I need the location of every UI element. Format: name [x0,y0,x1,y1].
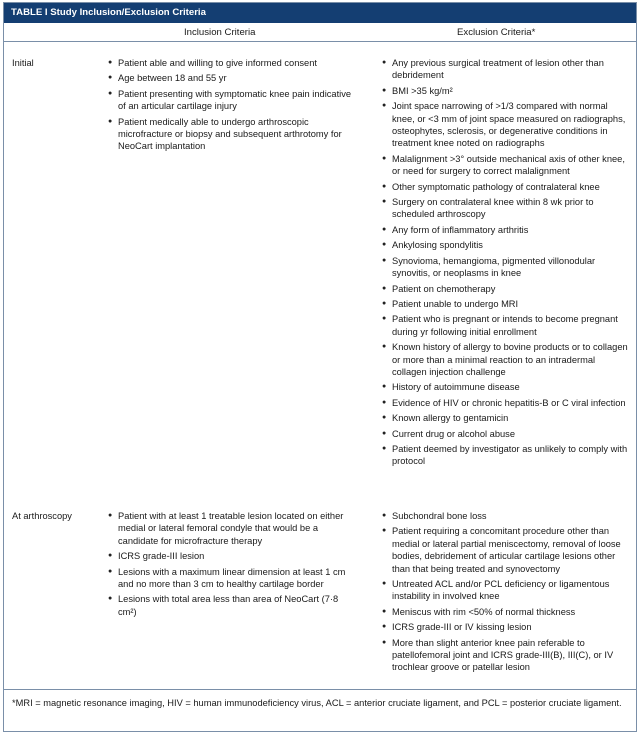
list-item: ● Known history of allergy to bovine products or to collagen or more than a minimal reaction to an intradermal collagen injection challenge [382,341,630,378]
list-item: ● Patient on chemotherapy [382,283,630,295]
list-item: ● More than slight anterior knee pain referable to patellofemoral joint and ICRS grade-III(B), III(C), or IV trochlear groove or patellar lesion [382,637,630,674]
criteria-table [3,2,637,732]
list-item: ● ICRS grade-III lesion [108,550,358,562]
list-item: ● Other symptomatic pathology of contralateral knee [382,181,630,193]
inclusion-header: Inclusion Criteria [184,27,256,38]
list-item: ● Lesions with a maximum linear dimension at least 1 cm and no more than 3 cm to healthy cartilage border [108,566,358,591]
list-item: ● Untreated ACL and/or PCL deficiency or ligamentous instability in involved knee [382,578,630,603]
footnote: *MRI = magnetic resonance imaging, HIV = human immunodeficiency virus, ACL = anterior cruciate ligament, and PCL = posterior cruciate ligament. [12,698,622,708]
list-item: ● Lesions with total area less than area of NeoCart (7·8 cm²) [108,593,358,618]
list-item: ● Surgery on contralateral knee within 8 wk prior to scheduled arthroscopy [382,196,630,221]
list-item: ● Any previous surgical treatment of lesion other than debridement [382,57,630,82]
section-label: Initial [12,58,34,68]
list-item: ● Subchondral bone loss [382,510,630,522]
list-item: ● BMI >35 kg/m² [382,85,630,97]
list-item: ● Age between 18 and 55 yr [108,72,358,84]
exclusion-list [382,57,630,468]
list-item: ● Patient unable to undergo MRI [382,298,630,310]
list-item: ● Synovioma, hemangioma, pigmented villonodular synovitis, or neoplasms in knee [382,255,630,280]
list-item: ● History of autoimmune disease [382,381,630,393]
list-item: ● Meniscus with rim <50% of normal thickness [382,606,630,618]
list-item: ● Patient deemed by investigator as unlikely to comply with protocol [382,443,630,468]
footnote-divider [4,689,636,690]
list-item: ● Patient medically able to undergo arthroscopic microfracture or biopsy and subsequent arthrotomy for NeoCart implantation [108,116,358,153]
list-item: ● ICRS grade-III or IV kissing lesion [382,621,630,633]
inclusion-list [108,510,358,618]
list-item: ● Evidence of HIV or chronic hepatitis-B or C viral infection [382,397,630,409]
list-item: ● Any form of inflammatory arthritis [382,224,630,236]
list-item: ● Patient able and willing to give informed consent [108,57,358,69]
list-item: ● Patient presenting with symptomatic knee pain indicative of an articular cartilage injury [108,88,358,113]
list-item: ● Patient who is pregnant or intends to become pregnant during yr following initial enrollment [382,313,630,338]
list-item: ● Joint space narrowing of >1/3 compared with normal knee, or <3 mm of joint space measured on radiographs, osteophytes, sclerosis, or degenerative conditions in treatment knee noted on radiographs [382,100,630,150]
list-item: ● Patient requiring a concomitant procedure other than medial or lateral partial meniscectomy, removal of loose bodies, debridement of articular cartilage lesions other than that being treated and synovectomy [382,525,630,575]
list-item: ● Patient with at least 1 treatable lesion located on either medial or lateral femoral condyle that would be a candidate for microfracture therapy [108,510,358,547]
list-item: ● Known allergy to gentamicin [382,412,630,424]
exclusion-header: Exclusion Criteria* [457,27,536,38]
list-item: ● Current drug or alcohol abuse [382,428,630,440]
table-header-row [4,23,636,42]
section-label: At arthroscopy [12,511,72,521]
table-title: TABLE I Study Inclusion/Exclusion Criteria [4,3,636,23]
exclusion-list [382,510,630,674]
list-item: ● Ankylosing spondylitis [382,239,630,251]
list-item: ● Malalignment >3° outside mechanical axis of other knee, or need for surgery to correct malalignment [382,153,630,178]
inclusion-list [108,57,358,153]
